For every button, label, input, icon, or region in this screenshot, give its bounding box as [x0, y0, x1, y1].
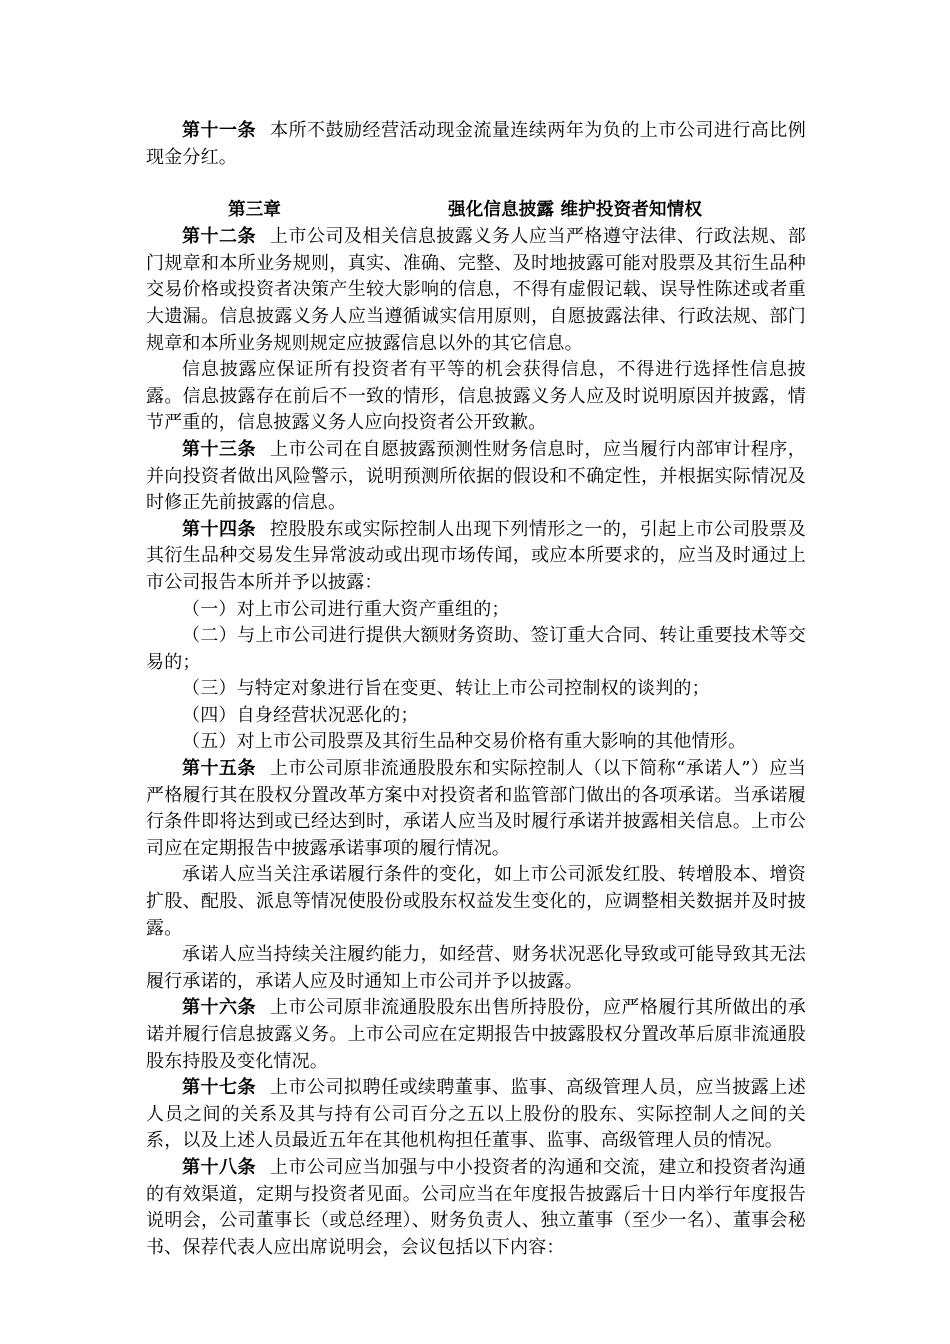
list-item: （四）自身经营状况恶化的； — [182, 704, 419, 726]
article-text: 上市公司原非流通股股东和实际控制人（以下简称“承诺人”）应当严格履行其在股权分置改革方案中对投资者和监管部门做出的各项承诺。当承诺履行条件即将达到或已经达到时，承诺人应当及时履行承诺并披露相关信息。上市公司应在定期报告中披露承诺事项的履行情况。 — [146, 758, 806, 859]
article-14 — [146, 517, 806, 597]
article-12 — [146, 224, 806, 357]
article-number: 第十七条 — [182, 1077, 256, 1099]
article-number: 第十五条 — [182, 758, 256, 780]
article-number: 第十二条 — [182, 226, 256, 248]
list-item: （五）对上市公司股票及其衍生品种交易价格有重大影响的其他情形。 — [182, 731, 747, 753]
article-15-paragraph-3: 承诺人应当持续关注履约能力，如经营、财务状况恶化导致或可能导致其无法履行承诺的，承诺人应及时通知上市公司并予以披露。 — [146, 944, 806, 992]
document-page — [146, 118, 806, 1261]
article-number: 第十六条 — [182, 997, 256, 1019]
article-text: 控股股东或实际控制人出现下列情形之一的，引起上市公司股票及其衍生品种交易发生异常波动或出现市场传闻，或应本所要求的，应当及时通过上市公司报告本所并予以披露： — [146, 518, 806, 593]
article-text: 上市公司应当加强与中小投资者的沟通和交流，建立和投资者沟通的有效渠道，定期与投资者见面。公司应当在年度报告披露后十日内举行年度报告说明会，公司董事长（或总经理）、财务负责人、独立董事（至少一名）、董事会秘书、保荐代表人应出席说明会，会议包括以下内容： — [146, 1156, 806, 1258]
chapter-number: 第三章 — [228, 200, 282, 221]
article-12-paragraph-2: 信息披露应保证所有投资者有平等的机会获得信息，不得进行选择性信息披露。信息披露存在前后不一致的情形，信息披露义务人应及时说明原因并披露，情节严重的，信息披露义务人应向投资者公开致歉。 — [146, 359, 806, 434]
list-item: （二）与上市公司进行提供大额财务资助、签订重大合同、转让重要技术等交易的； — [146, 625, 806, 673]
article-number: 第十一条 — [182, 120, 256, 141]
article-number: 第十三条 — [182, 438, 256, 460]
spacer — [146, 171, 806, 197]
article-number: 第十八条 — [182, 1156, 256, 1178]
article-15-paragraph-2: 承诺人应当关注承诺履行条件的变化，如上市公司派发红股、转增股本、增资扩股、配股、派息等情况使股份或股东权益发生变化的，应调整相关数据并及时披露。 — [146, 864, 806, 939]
list-item: （三）与特定对象进行旨在变更、转让上市公司控制权的谈判的； — [182, 678, 710, 700]
article-text: 上市公司在自愿披露预测性财务信息时，应当履行内部审计程序，并向投资者做出风险警示，说明预测所依据的假设和不确定性，并根据实际情况及时修正先前披露的信息。 — [146, 438, 806, 514]
article-13 — [146, 437, 806, 517]
article-text: 上市公司拟聘任或续聘董事、监事、高级管理人员，应当披露上述人员之间的关系及其与持有公司百分之五以上股份的股东、实际控制人之间的关系，以及上述人员最近五年在其他机构担任董事、监事、高级管理人员的情况。 — [146, 1077, 806, 1152]
chapter-title: 强化信息披露 维护投资者知情权 — [448, 200, 703, 221]
article-11 — [146, 118, 806, 171]
article-15 — [146, 756, 806, 862]
article-text: 上市公司及相关信息披露义务人应当严格遵守法律、行政法规、部门规章和本所业务规则，真实、准确、完整、及时地披露可能对股票及其衍生品种交易价格或投资者决策产生较大影响的信息，不得有虚假记载、误导性陈述或者重大遗漏。信息披露义务人应当遵循诚实信用原则，自愿披露法律、行政法规、部门规章和本所业务规则规定应披露信息以外的其它信息。 — [146, 226, 806, 354]
chapter-heading — [146, 197, 806, 224]
article-17 — [146, 1075, 806, 1155]
article-16 — [146, 995, 806, 1075]
article-text: 上市公司原非流通股股东出售所持股份，应严格履行其所做出的承诺并履行信息披露义务。上市公司应在定期报告中披露股权分置改革后原非流通股股东持股及变化情况。 — [146, 997, 806, 1072]
article-number: 第十四条 — [182, 518, 256, 540]
article-18 — [146, 1155, 806, 1261]
article-text: 本所不鼓励经营活动现金流量连续两年为负的上市公司进行高比例现金分红。 — [146, 120, 806, 168]
list-item: （一）对上市公司进行重大资产重组的； — [182, 598, 510, 620]
